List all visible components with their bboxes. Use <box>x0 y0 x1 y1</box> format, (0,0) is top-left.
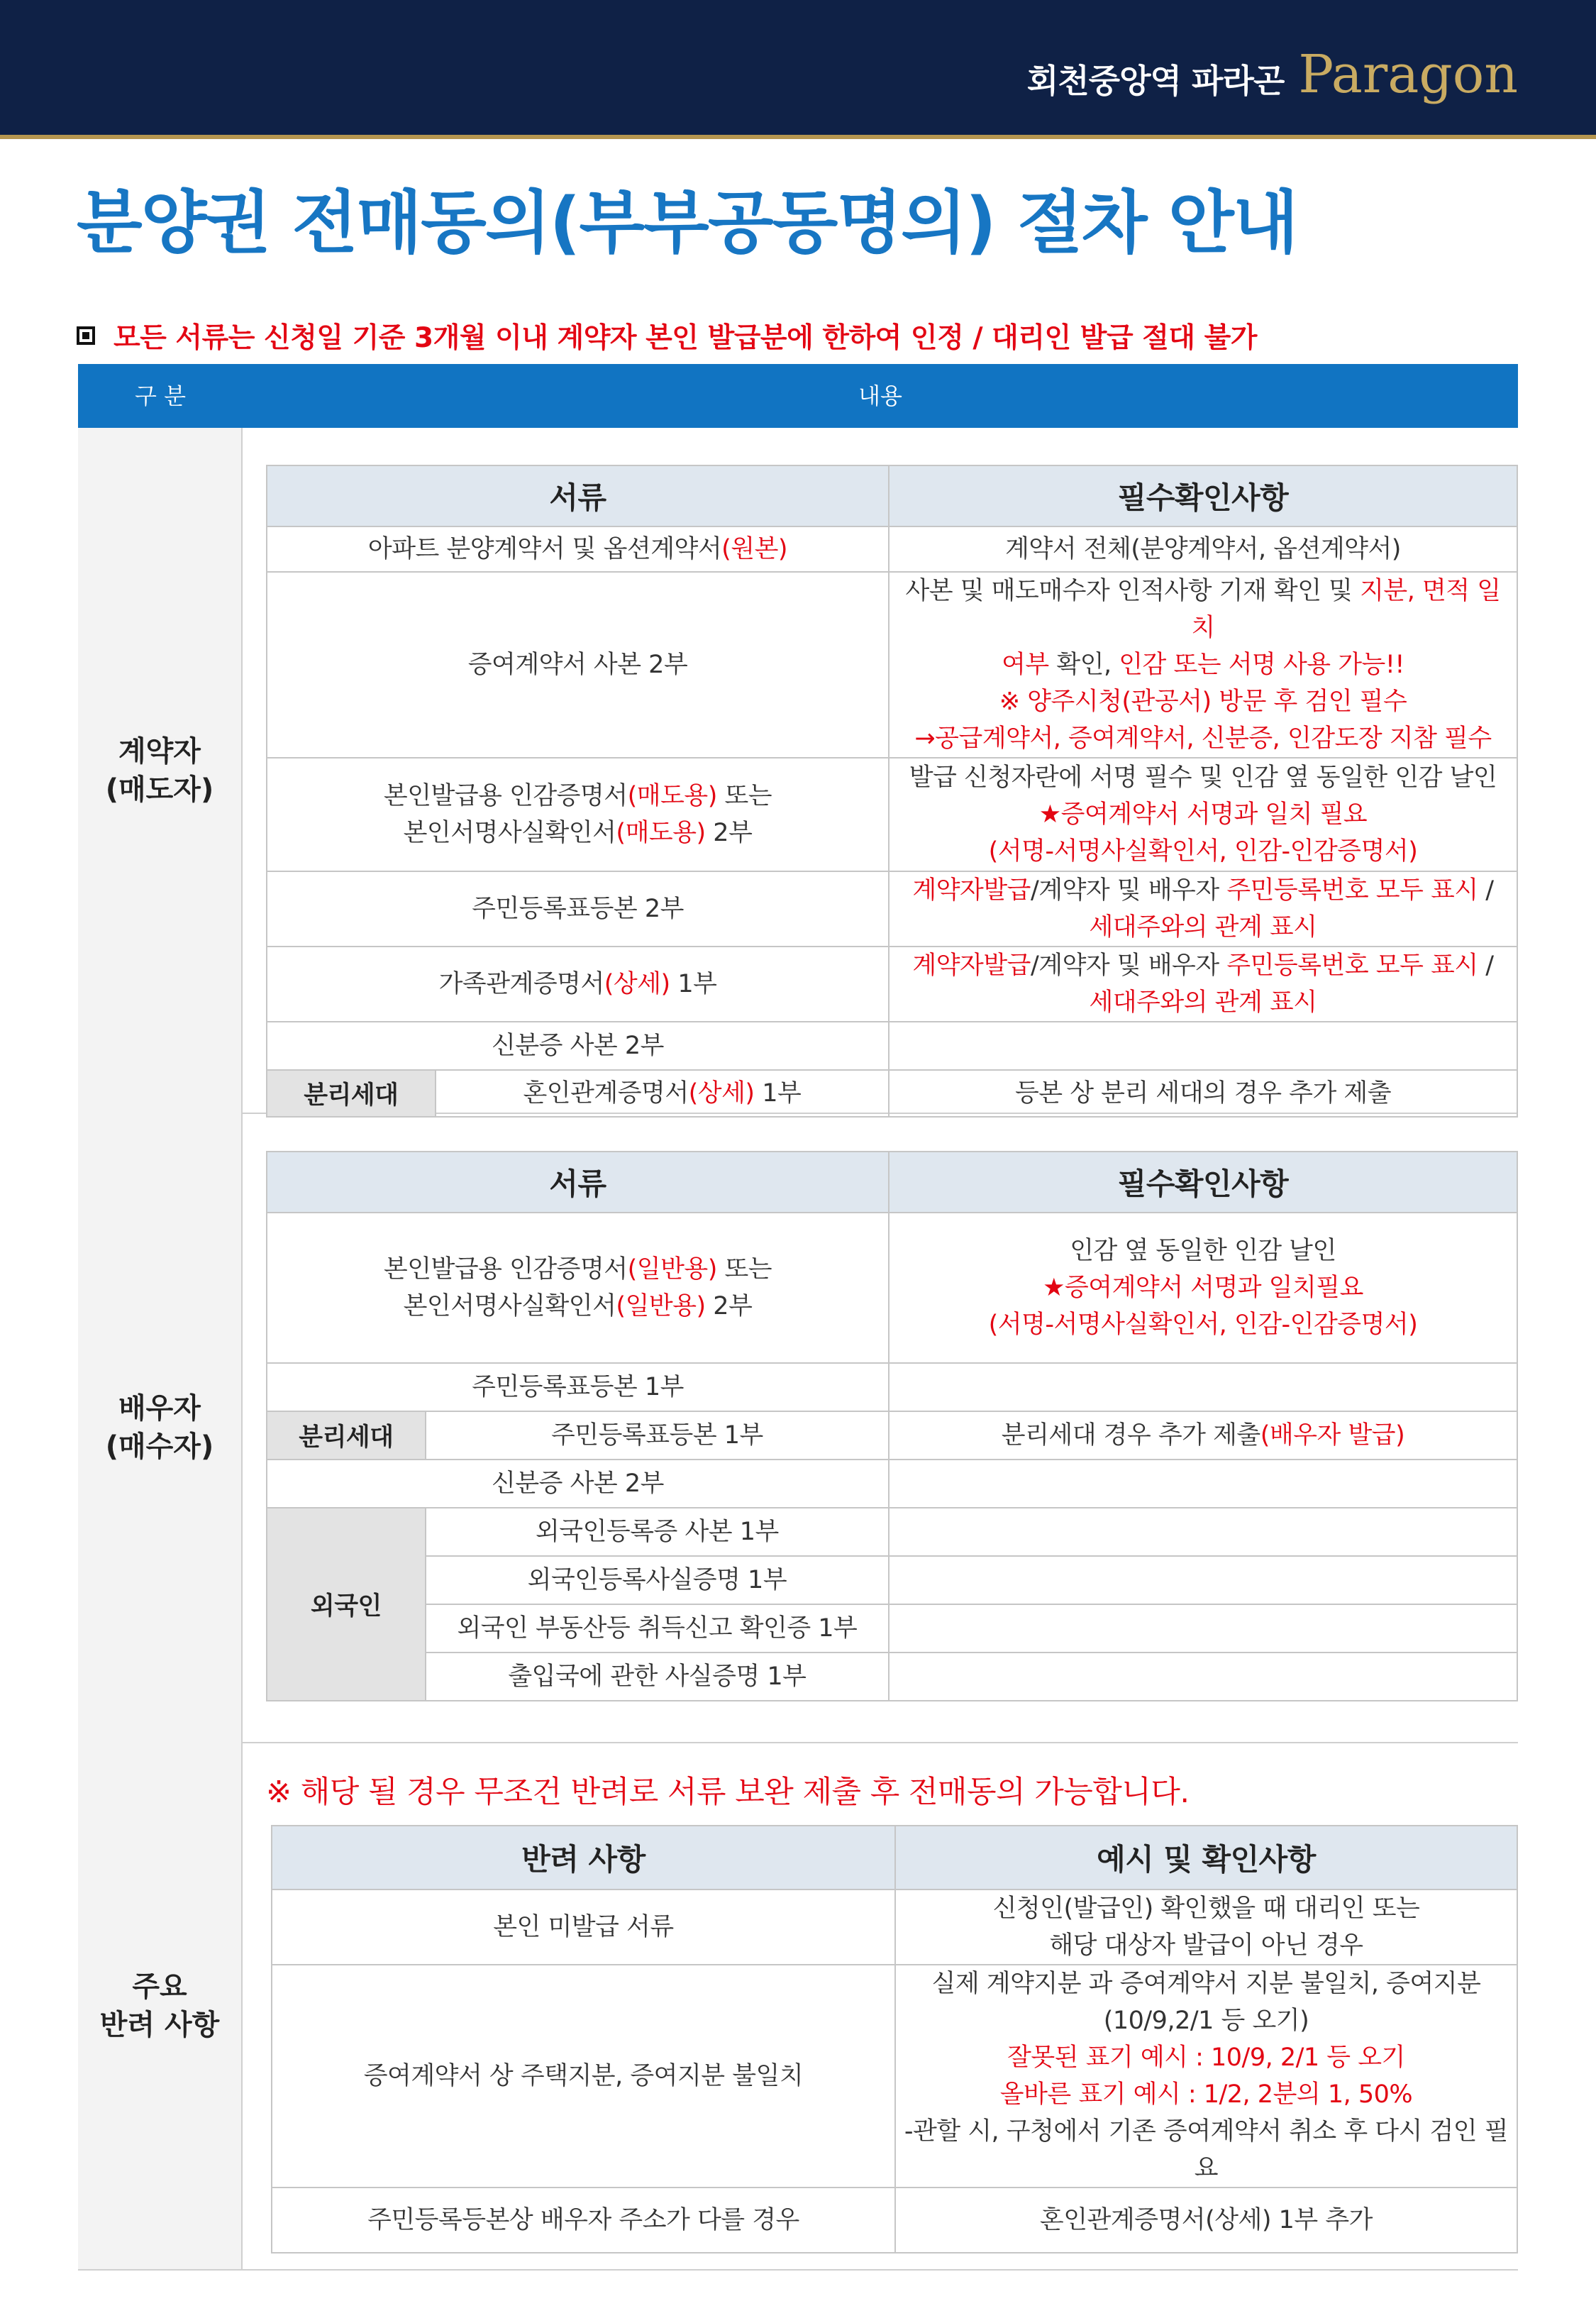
top-banner <box>0 0 1596 139</box>
cell-text-line <box>278 1909 889 1946</box>
cell-text-line <box>902 1927 1511 1964</box>
separate-household-tag: 분리세대 <box>267 1411 426 1460</box>
cell-text: 주민등록표등본 2부 <box>472 895 684 923</box>
check-cell <box>889 871 1517 947</box>
check-cell <box>889 1604 1517 1653</box>
cell-text: 아파트 분양계약서 및 옵션계약서 <box>367 535 722 563</box>
section-spouse <box>78 1113 1518 1743</box>
highlight-text: (서명-서명사실확인서, 인감-인감증명서) <box>988 837 1418 866</box>
table-row <box>267 1213 1517 1363</box>
highlight-text: (매도용) <box>627 782 717 810</box>
cell-text: 1부 <box>754 1079 802 1108</box>
cell-text-line <box>278 2202 889 2239</box>
doc-cell <box>267 1022 889 1070</box>
doc-cell <box>267 871 889 947</box>
cell-text-line <box>273 1465 882 1502</box>
highlight-text: (일반용) <box>616 1292 706 1320</box>
cell-text-line <box>895 909 1511 946</box>
check-cell <box>889 1653 1517 1701</box>
doc-cell <box>267 1213 889 1363</box>
highlight-text: 주민등록번호 모두 표시 <box>1226 876 1478 905</box>
cell-text-line <box>902 2202 1511 2239</box>
highlight-text: 주민등록번호 모두 표시 <box>1226 951 1478 980</box>
cell-text: 외국인 부동산등 취득신고 확인증 1부 <box>457 1614 858 1643</box>
cell-text: 본인 미발급 서류 <box>493 1913 674 1941</box>
highlight-text: 세대주와의 관계 표시 <box>1089 913 1317 942</box>
cell-text: 실제 계약지분 과 증여계약서 지분 불일치, 증여지분 <box>931 1970 1481 1998</box>
check-cell <box>889 1460 1517 1508</box>
cell-text: 인감 옆 동일한 인감 날인 <box>1070 1237 1336 1265</box>
cell-text: 주민등록표등본 1부 <box>550 1421 763 1450</box>
table-row <box>267 1460 1517 1508</box>
table-row <box>267 1604 1517 1653</box>
cell-text: 출입국에 관한 사실증명 1부 <box>508 1662 807 1691</box>
cell-text-line <box>895 1075 1511 1112</box>
notice <box>77 316 1257 355</box>
cell-text-line <box>895 947 1511 984</box>
cell-text: 또는 <box>716 1255 772 1284</box>
foreigner-tag: 외국인 <box>267 1508 426 1701</box>
table-row <box>267 871 1517 947</box>
section-rejection <box>78 1742 1518 2271</box>
cell-text-line <box>273 890 882 927</box>
cell-text: 신청인(발급인) 확인했을 때 대리인 또는 <box>992 1894 1420 1923</box>
cell-text-line <box>902 2076 1511 2113</box>
separate-household-tag: 분리세대 <box>267 1070 436 1117</box>
table-row <box>267 758 1517 871</box>
doc-cell <box>426 1556 889 1604</box>
section-label-seller: 계약자 (매도자) <box>78 428 243 1113</box>
cell-text: 발급 신청자란에 서명 필수 및 인감 옆 동일한 인감 날인 <box>909 763 1497 792</box>
cell-text-line <box>432 1513 882 1550</box>
highlight-text: (서명-서명사실확인서, 인감-인감증명서) <box>988 1311 1418 1339</box>
cell-text: 2부 <box>705 819 753 847</box>
highlight-text: 계약자발급 <box>912 951 1031 980</box>
table-header-row <box>267 465 1517 526</box>
brand-name-en: Paragon <box>1298 44 1518 105</box>
cell-text-line <box>442 1075 882 1112</box>
cell-text: 사본 및 매도매수자 인적사항 기재 확인 및 <box>905 577 1361 605</box>
highlight-text: 인감 또는 서명 사용 가능!! <box>1119 651 1404 679</box>
example-cell <box>895 2188 1517 2253</box>
table-row <box>267 572 1517 758</box>
rejection-notice: ※ 해당 될 경우 무조건 반려로 서류 보완 제출 후 전매동의 가능합니다. <box>266 1775 1190 1810</box>
highlight-text: →공급계약서, 증여계약서, 신분증, 인감도장 지참 필수 <box>914 724 1492 753</box>
highlight-text: (상세) <box>688 1079 755 1108</box>
table-row <box>267 526 1517 572</box>
cell-text-line <box>273 1288 882 1325</box>
cell-text: -관할 시, 구청에서 기존 증여계약서 취소 후 다시 검인 필요 <box>904 2117 1509 2183</box>
doc-cell <box>267 526 889 572</box>
cell-text-line <box>895 759 1511 796</box>
check-cell <box>889 1022 1517 1070</box>
rejection-table <box>271 1825 1518 2253</box>
table-row <box>267 947 1517 1022</box>
table-row <box>267 1556 1517 1604</box>
table-row <box>267 1508 1517 1556</box>
cell-text-line <box>895 1417 1511 1454</box>
doc-cell <box>267 1363 889 1411</box>
example-cell <box>895 1890 1517 1965</box>
col-header-example: 예시 및 확인사항 <box>895 1826 1517 1890</box>
example-cell <box>895 1965 1517 2188</box>
cell-text: / <box>1478 951 1494 980</box>
cell-text-line <box>895 1306 1511 1343</box>
cell-text-line <box>895 1232 1511 1269</box>
cell-text-line <box>902 1890 1511 1927</box>
cell-text: 본인서명사실확인서 <box>403 1292 616 1320</box>
cell-text-line <box>273 778 882 815</box>
header-category: 구 분 <box>135 382 186 409</box>
cell-text-line <box>278 2058 889 2095</box>
table-row <box>267 1070 1517 1117</box>
table-header-row <box>272 1826 1517 1890</box>
col-header-check: 필수확인사항 <box>889 1152 1517 1213</box>
highlight-text: (상세) <box>604 970 670 998</box>
highlight-text: (일반용) <box>627 1255 717 1284</box>
reason-cell <box>272 2188 895 2253</box>
table-row <box>272 1890 1517 1965</box>
brand-name-ko: 회천중앙역 파라곤 <box>1026 62 1285 100</box>
cell-text-line <box>895 573 1511 646</box>
cell-text: 가족관계증명서 <box>438 970 604 998</box>
page-title: 분양권 전매동의(부부공동명의) 절차 안내 <box>77 183 1297 263</box>
cell-text-line <box>273 1027 882 1064</box>
cell-text-line <box>902 1965 1511 2002</box>
cell-text: 신분증 사본 2부 <box>492 1032 664 1060</box>
check-cell <box>889 947 1517 1022</box>
cell-text-line <box>273 1251 882 1288</box>
cell-text-line <box>273 815 882 851</box>
square-bullet-icon <box>77 326 95 345</box>
header-content: 내용 <box>858 382 902 409</box>
doc-cell <box>267 1460 889 1508</box>
cell-text-line <box>895 1269 1511 1306</box>
cell-text: (10/9,2/1 등 오기) <box>1103 2007 1309 2035</box>
table-header-row <box>267 1152 1517 1213</box>
cell-text: 2부 <box>705 1292 753 1320</box>
cell-text-line <box>895 984 1511 1021</box>
doc-cell <box>267 758 889 871</box>
highlight-text: ★증여계약서 서명과 일치 필요 <box>1038 800 1368 829</box>
cell-text: 등본 상 분리 세대의 경우 추가 제출 <box>1014 1079 1392 1108</box>
check-cell <box>889 526 1517 572</box>
cell-text: 증여계약서 상 주택지분, 증여지분 불일치 <box>363 2062 804 2090</box>
cell-text-line <box>432 1562 882 1599</box>
highlight-text: 계약자발급 <box>912 876 1031 905</box>
cell-text: 본인서명사실확인서 <box>403 819 616 847</box>
highlight-text: 잘못된 표기 예시 : 10/9, 2/1 등 오기 <box>1007 2043 1405 2072</box>
highlight-text: (매도용) <box>616 819 706 847</box>
cell-text-line <box>432 1417 882 1454</box>
doc-cell <box>267 572 889 758</box>
highlight-text: ★증여계약서 서명과 일치필요 <box>1043 1274 1363 1302</box>
cell-text: 1부 <box>670 970 717 998</box>
table-row <box>267 1363 1517 1411</box>
cell-text: / <box>1478 876 1494 905</box>
table-row <box>267 1653 1517 1701</box>
highlight-text: 지분, 면적 일치 <box>1191 577 1501 642</box>
cell-text: /계약자 및 배우자 <box>1030 876 1227 905</box>
col-header-doc: 서류 <box>267 465 889 526</box>
col-header-check: 필수확인사항 <box>889 465 1517 526</box>
cell-text-line <box>895 531 1511 568</box>
check-cell <box>889 1556 1517 1604</box>
doc-cell <box>426 1653 889 1701</box>
main-table-header <box>78 364 1518 428</box>
col-header-doc: 서류 <box>267 1152 889 1213</box>
highlight-text: 올바른 표기 예시 : 1/2, 2분의 1, 50% <box>999 2080 1413 2109</box>
highlight-text: (원본) <box>721 535 788 563</box>
cell-text: 증여계약서 사본 2부 <box>467 651 688 679</box>
highlight-text: (배우자 발급) <box>1260 1421 1405 1450</box>
section-seller <box>78 428 1518 1114</box>
table-row <box>267 1411 1517 1460</box>
check-cell <box>889 758 1517 871</box>
doc-cell <box>426 1411 889 1460</box>
table-row <box>272 2188 1517 2253</box>
cell-text: 계약서 전체(분양계약서, 옵션계약서) <box>1005 535 1401 563</box>
doc-cell <box>426 1508 889 1556</box>
highlight-text: 여부 <box>1002 651 1049 679</box>
brand-logo <box>1027 44 1518 105</box>
spouse-doc-table <box>266 1151 1518 1701</box>
cell-text-line <box>902 2002 1511 2039</box>
col-header-reason: 반려 사항 <box>272 1826 895 1890</box>
cell-text-line <box>902 2113 1511 2187</box>
notice-text: 모든 서류는 신청일 기준 3개월 이내 계약자 본인 발급분에 한하여 인정 / 대리인 발급 절대 불가 <box>113 322 1257 354</box>
cell-text-line <box>273 966 882 1003</box>
seller-doc-table <box>266 465 1518 1118</box>
cell-text: 혼인관계증명서(상세) 1부 추가 <box>1039 2206 1373 2234</box>
doc-cell <box>436 1070 889 1117</box>
cell-text-line <box>895 872 1511 909</box>
cell-text: 주민등록표등본 1부 <box>472 1373 684 1401</box>
cell-text: 혼인관계증명서 <box>523 1079 689 1108</box>
cell-text: 본인발급용 인감증명서 <box>383 1255 628 1284</box>
cell-text-line <box>895 720 1511 757</box>
check-cell <box>889 1213 1517 1363</box>
cell-text: 주민등록등본상 배우자 주소가 다를 경우 <box>367 2206 799 2234</box>
table-row <box>267 1022 1517 1070</box>
cell-text: 또는 <box>716 782 772 810</box>
reason-cell <box>272 1890 895 1965</box>
check-cell <box>889 1070 1517 1117</box>
cell-text: /계약자 및 배우자 <box>1030 951 1227 980</box>
cell-text: 외국인등록증 사본 1부 <box>535 1518 779 1546</box>
check-cell <box>889 572 1517 758</box>
section-label-rejection: 주요 반려 사항 <box>78 1742 243 2269</box>
doc-cell <box>267 947 889 1022</box>
check-cell <box>889 1363 1517 1411</box>
highlight-text: ※ 양주시청(관공서) 방문 후 검인 필수 <box>999 688 1407 716</box>
cell-text-line <box>273 1369 882 1406</box>
cell-text: 본인발급용 인감증명서 <box>383 782 628 810</box>
cell-text: 분리세대 경우 추가 제출 <box>1001 1421 1260 1450</box>
cell-text: 확인, <box>1048 651 1119 679</box>
check-cell <box>889 1508 1517 1556</box>
cell-text: 외국인등록사실증명 1부 <box>527 1566 787 1594</box>
cell-text: 신분증 사본 2부 <box>492 1469 664 1498</box>
cell-text-line <box>895 833 1511 870</box>
reason-cell <box>272 1965 895 2188</box>
cell-text: 해당 대상자 발급이 아닌 경우 <box>1049 1931 1363 1960</box>
table-row <box>272 1965 1517 2188</box>
section-label-spouse: 배우자 (매수자) <box>78 1113 243 1742</box>
cell-text-line <box>432 1658 882 1695</box>
cell-text-line <box>273 646 882 683</box>
cell-text-line <box>895 646 1511 683</box>
check-cell <box>889 1411 1517 1460</box>
cell-text-line <box>895 796 1511 833</box>
cell-text-line <box>902 2039 1511 2076</box>
cell-text-line <box>432 1610 882 1647</box>
highlight-text: 세대주와의 관계 표시 <box>1089 988 1317 1017</box>
cell-text-line <box>273 531 882 568</box>
doc-cell <box>426 1604 889 1653</box>
cell-text-line <box>895 683 1511 720</box>
